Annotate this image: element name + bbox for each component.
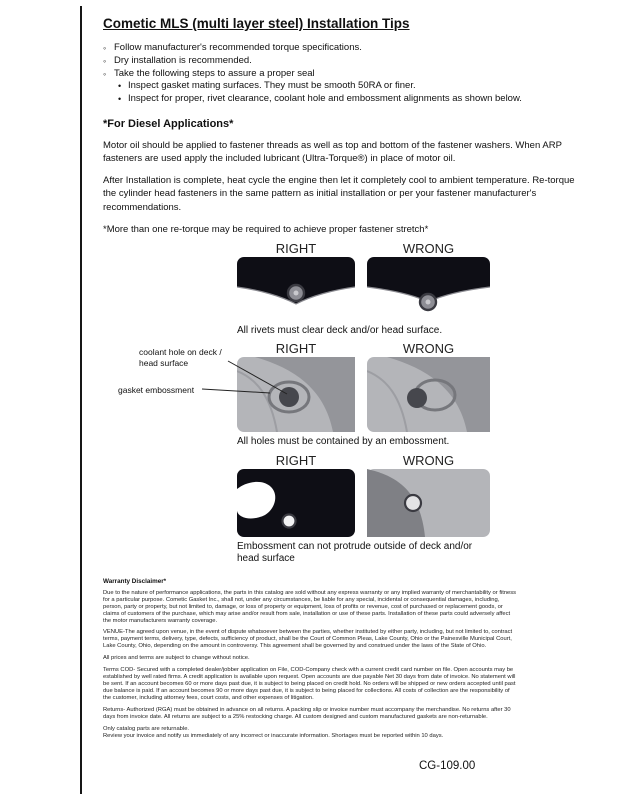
left-border-rule <box>80 6 82 794</box>
warranty-paragraph: VENUE-The agreed upon venue, in the event of dispute whatsoever between the parties, whether instituted by either party, including, but not limited to, contract terms, payment terms, delivery, type, defects, sufficiency of product, shall be the Court of Common Pleas, Lake County, Ohio or the Painesville Municipal Court, Lake County, Ohio, depending on the amount in controversy. This agreement shall be governed by and construed under the laws of the State of Ohio. <box>103 629 513 650</box>
fig1-caption: All rivets must clear deck and/or head surface. <box>237 324 443 336</box>
fig3-caption: Embossment can not protrude outside of deck and/or head surface <box>237 540 473 565</box>
fig2-right-label: RIGHT <box>275 340 317 356</box>
rivet-icon <box>283 514 296 527</box>
filled-bullet-icon: • <box>118 94 122 105</box>
warranty-paragraph: Review your invoice and notify us immediately of any incorrect or inaccurate information. Shortages must be reported within 10 days. <box>103 732 444 739</box>
warranty-paragraph: Returns- Authorized (RGA) must be obtained in advance on all returns. A packing slip or invoice number must accompany the merchandise. No returns after 30 days from invoice date. All returns are subject to a 25% restocking charge. All custom designed and custom manufactured gaskets are non-returnable. <box>103 707 511 721</box>
warranty-paragraph: Only catalog parts are returnable. <box>103 725 190 732</box>
tip-text: Inspect gasket mating surfaces. They must be smooth 50RA or finer. <box>128 80 416 92</box>
fig3-right-label: RIGHT <box>275 452 317 468</box>
fig3-wrong-label: WRONG <box>402 452 455 468</box>
tip-item <box>103 55 591 68</box>
diesel-paragraph-1: Motor oil should be applied to fastener threads as well as top and bottom of the fastener washers. When ARP fasteners are used apply the included lubricant (Ultra-Torque®) in place of motor oil. <box>103 140 562 165</box>
tip-item <box>103 42 591 55</box>
open-bullet-icon: ◦ <box>103 68 107 79</box>
coolant-hole-callout: coolant hole on deck / head surface <box>139 346 222 368</box>
warranty-paragraph: Terms COD- Secured with a completed dealer/jobber application on File, COD-Company check with a current credit card number on file. Open accounts may be established by well rated firms. A credit application is available upon request. Open accounts are due payable Net 30 days from date of invoice. No statement will be sent. If an account becomes 60 or more days past due, it is subject to being placed on credit hold. No orders will be shipped or new orders accepted until past due balance is paid. If an account becomes 90 or more days past due, it is subject to being placed for collections. All costs of collection are the responsibility of the customer, including attorney fees, court costs, and other expenses of litigation. <box>103 667 516 702</box>
open-bullet-icon: ◦ <box>103 55 107 66</box>
filled-bullet-icon: • <box>118 81 122 92</box>
fig1-right-label: RIGHT <box>275 240 317 256</box>
diesel-applications-heading: *For Diesel Applications* <box>103 118 234 131</box>
page-number: CG-109.00 <box>419 760 476 772</box>
tip-item <box>103 68 591 81</box>
gasket-embossment-callout: gasket embossment <box>118 384 195 395</box>
fig3-right-image <box>237 469 355 537</box>
fig2-caption: All holes must be contained by an embossment. <box>237 435 450 447</box>
diesel-paragraph-2: After Installation is complete, heat cycle the engine then let it completely cool to ambient temperature. Re-torque the cylinder head fasteners in the same pattern as initial installation or per your fastener manufacturer's recommendations. <box>103 175 575 213</box>
tip-text: Dry installation is recommended. <box>114 54 252 66</box>
rivet-center <box>426 299 431 304</box>
warranty-paragraph: Due to the nature of performance applications, the parts in this catalog are sold without any express warranty or any implied warranty of merchantability or fitness for a particular purpose. Cometic Gasket Inc., shall not, under any circumstances, be liable for any special, incidental or consequential damages, including, person, party or property, but not limited to, damage, or loss of property or equipment, loss of profits or revenue, cost of purchased or replacement goods, or claims of customers of the purchase, which may arise and/or result from sale, installation or use of these parts. Installation of these parts could adversely affect the motor manufacturers warranty coverage. <box>103 589 517 624</box>
content-column <box>103 16 591 745</box>
fig1-wrong-label: WRONG <box>402 240 455 256</box>
tip-text: Take the following steps to assure a proper seal <box>114 67 315 79</box>
open-bullet-icon: ◦ <box>103 43 107 53</box>
tip-sub-item <box>103 93 591 106</box>
tip-text: Inspect for proper, rivet clearance, coolant hole and embossment alignments as shown below. <box>128 93 522 105</box>
protruding-embossment <box>405 495 421 511</box>
tip-text: Follow manufacturer's recommended torque specifications. <box>114 42 362 53</box>
retorque-note: *More than one re-torque may be required to achieve proper fastener stretch* <box>103 223 429 235</box>
warranty-paragraph: All prices and terms are subject to change without notice. <box>103 655 250 662</box>
rivet-center <box>294 290 299 295</box>
fig1-wrong-image <box>367 257 490 319</box>
figures-section <box>103 241 591 569</box>
warranty-disclaimer <box>103 578 517 740</box>
fig3-wrong-image <box>367 469 490 537</box>
fig2-wrong-image <box>367 357 490 432</box>
fig1-right-image <box>237 257 355 319</box>
page-title: Cometic MLS (multi layer steel) Installation Tips <box>103 16 410 31</box>
installation-tips-list <box>103 42 591 106</box>
coolant-hole <box>407 388 427 408</box>
warranty-heading: Warranty Disclaimer* <box>103 577 167 585</box>
tip-sub-item <box>103 80 591 93</box>
fig2-right-image <box>237 357 355 432</box>
fig2-wrong-label: WRONG <box>402 340 455 356</box>
coolant-hole <box>279 387 299 407</box>
